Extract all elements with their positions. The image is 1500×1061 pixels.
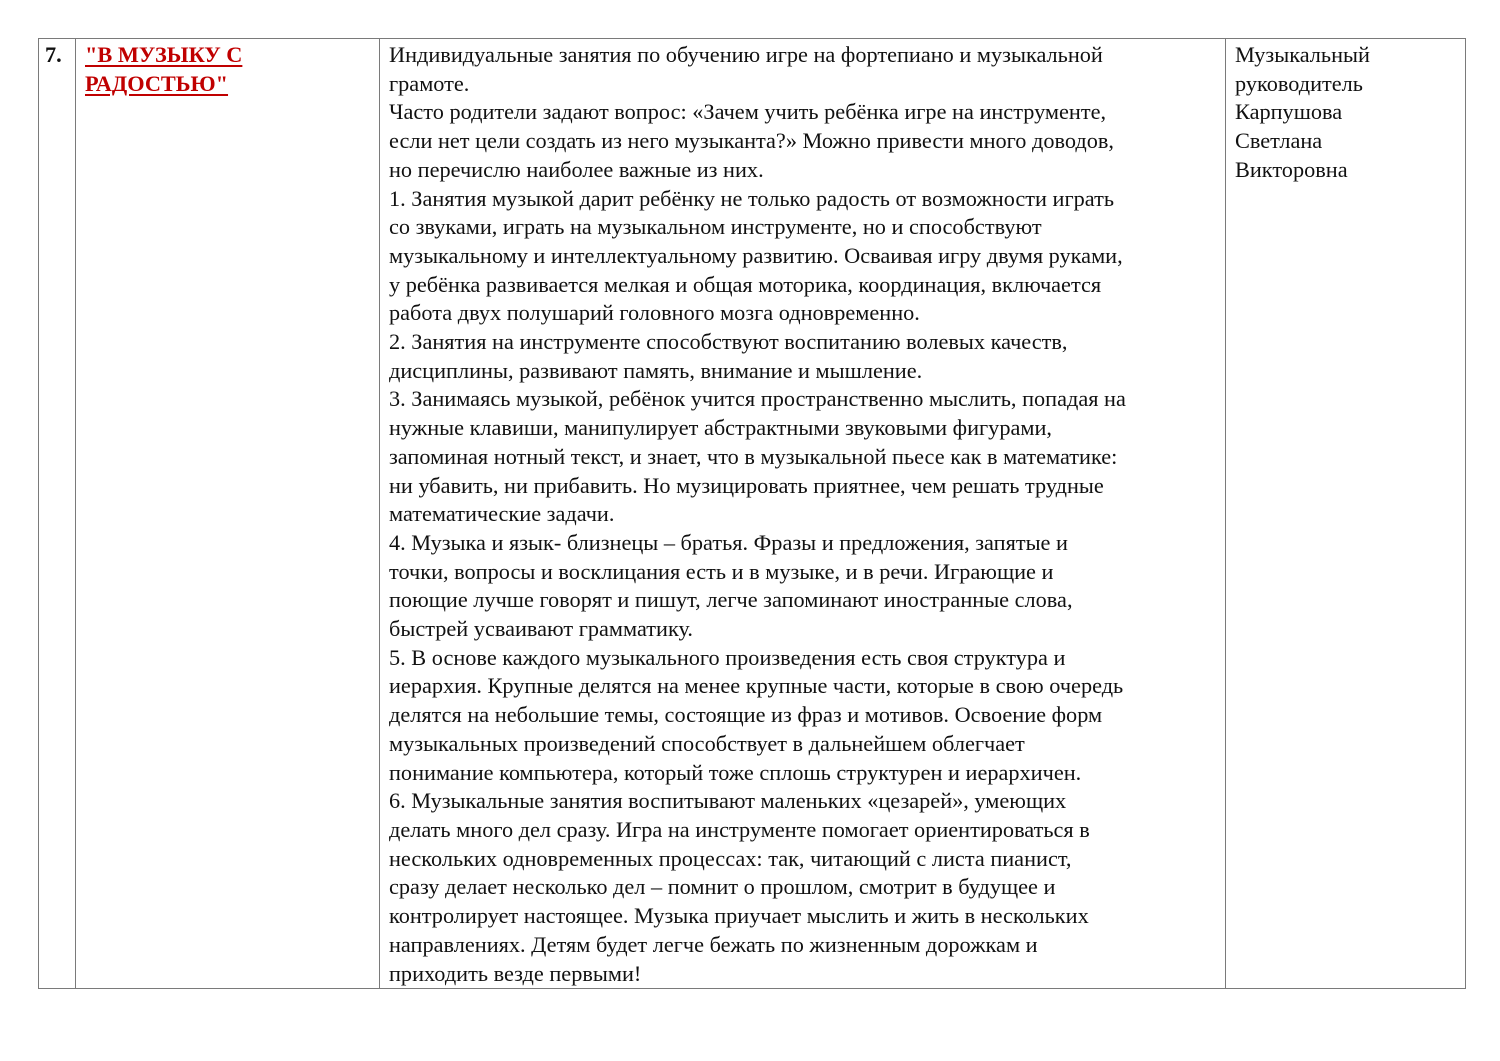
description-line: понимание компьютера, который тоже сплошь структурен и иерархичен. xyxy=(389,759,1082,785)
description-line: поющие лучше говорят и пишут, легче запоминают иностранные слова, xyxy=(389,587,1073,613)
description-line: музыкальному и интеллектуальному развитию. Осваивая игру двумя руками, xyxy=(389,242,1123,268)
description-line: делать много дел сразу. Игра на инструменте помогает ориентироваться в xyxy=(389,816,1090,842)
description-line: Часто родители задают вопрос: «Зачем учить ребёнка игре на инструменте, xyxy=(389,99,1107,125)
program-title-cell xyxy=(76,39,380,989)
responsible-line: Викторовна xyxy=(1235,156,1348,182)
description-line: 1. Занятия музыкой дарит ребёнку не только радость от возможности играть xyxy=(389,185,1114,211)
description-line: музыкальных произведений способствует в дальнейшем облегчает xyxy=(389,730,1025,756)
description-line: контролирует настоящее. Музыка приучает мыслить и жить в нескольких xyxy=(389,903,1089,929)
description-line: 3. Занимаясь музыкой, ребёнок учится пространственно мыслить, попадая на xyxy=(389,386,1126,412)
responsible-person xyxy=(1235,41,1459,185)
responsible-line: Карпушова xyxy=(1235,99,1343,125)
description-line: делятся на небольшие темы, состоящие из фраз и мотивов. Освоение форм xyxy=(389,702,1103,728)
program-description-cell xyxy=(380,39,1226,989)
description-line: иерархия. Крупные делятся на менее крупные части, которые в свою очередь xyxy=(389,673,1124,699)
responsible-line: руководитель xyxy=(1235,70,1363,96)
responsible-line: Музыкальный xyxy=(1235,42,1370,67)
description-line: нескольких одновременных процессах: так, читающий с листа пианист, xyxy=(389,845,1072,871)
table-row xyxy=(39,39,1466,989)
description-line: точки, вопросы и восклицания есть и в музыке, и в речи. Играющие и xyxy=(389,558,1054,584)
description-line: работа двух полушарий головного мозга одновременно. xyxy=(389,300,920,326)
description-line: 4. Музыка и язык- близнецы – братья. Фразы и предложения, запятые и xyxy=(389,529,1068,555)
description-line: если нет цели создать из него музыканта?» Можно привести много доводов, xyxy=(389,128,1114,154)
description-line: со звуками, играть на музыкальном инструменте, но и способствуют xyxy=(389,214,1042,240)
program-title-link[interactable]: "В МУЗЫКУ С РАДОСТЬЮ" xyxy=(85,42,243,96)
description-line: 6. Музыкальные занятия воспитывают маленьких «цезарей», умеющих xyxy=(389,788,1067,814)
row-number: 7. xyxy=(45,42,62,67)
description-line: сразу делает несколько дел – помнит о прошлом, смотрит в будущее и xyxy=(389,874,1056,900)
description-line: грамоте. xyxy=(389,70,470,96)
description-line: нужные клавиши, манипулирует абстрактными звуковыми фигурами, xyxy=(389,415,1052,441)
description-line: 5. В основе каждого музыкального произведения есть своя структура и xyxy=(389,644,1066,670)
description-line: у ребёнка развивается мелкая и общая моторика, координация, включается xyxy=(389,271,1102,297)
program-description xyxy=(389,41,1219,988)
description-line: но перечислю наиболее важные из них. xyxy=(389,156,764,182)
description-line: направлениях. Детям будет легче бежать по жизненным дорожкам и xyxy=(389,931,1038,957)
responsible-line: Светлана xyxy=(1235,128,1323,154)
description-line: 2. Занятия на инструменте способствуют воспитанию волевых качеств, xyxy=(389,329,1068,355)
program-table xyxy=(38,38,1466,989)
description-line: приходить везде первыми! xyxy=(389,960,642,986)
description-line: дисциплины, развивают память, внимание и мышление. xyxy=(389,357,923,383)
responsible-person-cell xyxy=(1226,39,1466,989)
description-line: ни убавить, ни прибавить. Но музицировать приятнее, чем решать трудные xyxy=(389,472,1104,498)
row-number-cell xyxy=(39,39,76,989)
description-line: быстрей усваивают грамматику. xyxy=(389,616,693,642)
description-line: Индивидуальные занятия по обучению игре на фортепиано и музыкальной xyxy=(389,42,1103,67)
description-line: запоминая нотный текст, и знает, что в музыкальной пьесе как в математике: xyxy=(389,443,1118,469)
description-line: математические задачи. xyxy=(389,501,615,527)
